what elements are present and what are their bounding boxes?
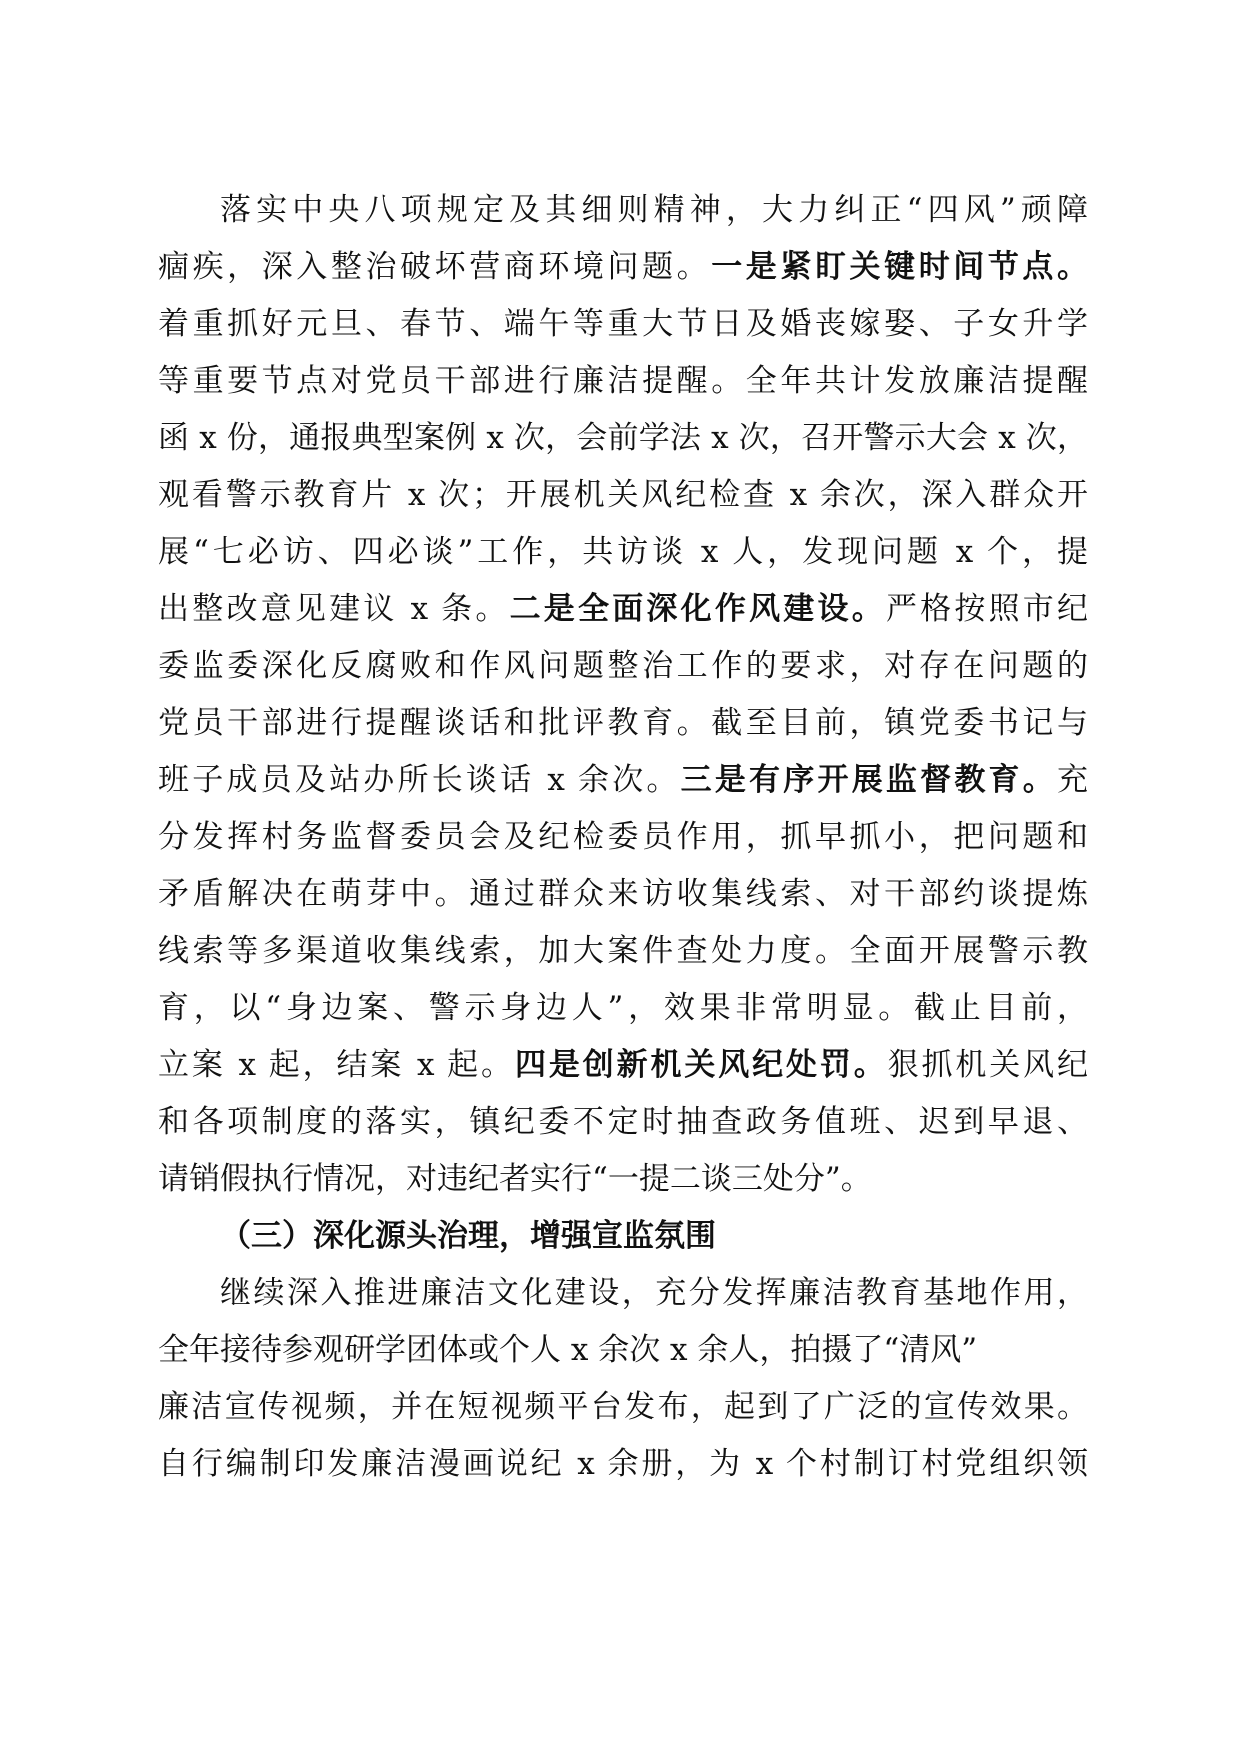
- line-text: 观看警示教育片 x 次；开展机关风纪检查 x 余次，深入群众开: [158, 477, 1088, 513]
- text-line: [158, 239, 1088, 296]
- text-line: [158, 581, 1088, 638]
- line-text: 等重要节点对党员干部进行廉洁提醒。全年共计发放廉洁提醒: [158, 363, 1088, 399]
- text-line: [158, 467, 1088, 524]
- text-line: [158, 980, 1088, 1037]
- text-line: [158, 866, 1088, 923]
- line-text: 出整改意见建议 x 条。: [158, 591, 510, 627]
- text-line: [158, 1379, 1088, 1436]
- line-text: 班子成员及站办所长谈话 x 余次。: [158, 762, 681, 798]
- line-text: 落实中央八项规定及其细则精神，大力纠正“四风”顽障: [220, 192, 1088, 228]
- text-line: [158, 809, 1088, 866]
- line-text: 痼疾，深入整治破坏营商环境问题。: [158, 249, 712, 285]
- text-line: [158, 695, 1088, 752]
- text-line: [158, 1037, 1088, 1094]
- text-line: [158, 1094, 1088, 1151]
- line-text: 育，以“身边案、警示身边人”，效果非常明显。截止目前，: [158, 990, 1088, 1026]
- text-line: [158, 524, 1088, 581]
- text-line: [158, 923, 1088, 980]
- text-line: [158, 1436, 1088, 1493]
- text-line: [158, 752, 1088, 809]
- text-line: [158, 296, 1088, 353]
- bold-subheading: 一是紧盯关键时间节点。: [711, 249, 1089, 285]
- bold-subheading: 二是全面深化作风建设。: [509, 591, 886, 627]
- bold-subheading: 三是有序开展监督教育。: [680, 762, 1057, 798]
- line-text: 严格按照市纪: [885, 591, 1089, 627]
- line-text: 矛盾解决在萌芽中。通过群众来访收集线索、对干部约谈提炼: [158, 876, 1088, 912]
- line-text: 党员干部进行提醒谈话和批评教育。截至目前，镇党委书记与: [158, 705, 1088, 741]
- line-text: 自行编制印发廉洁漫画说纪 x 余册，为 x 个村制订村党组织领: [158, 1446, 1088, 1482]
- line-text: 充: [1057, 762, 1088, 798]
- line-text: 分发挥村务监督委员会及纪检委员作用，抓早抓小，把问题和: [158, 819, 1088, 855]
- line-text: 展“七必访、四必谈”工作，共访谈 x 人，发现问题 x 个，提: [158, 534, 1088, 570]
- line-text: 立案 x 起，结案 x 起。: [158, 1047, 515, 1083]
- text-line: [158, 1265, 1088, 1322]
- line-text: 廉洁宣传视频，并在短视频平台发布，起到了广泛的宣传效果。: [158, 1389, 1088, 1425]
- line-text: 着重抓好元旦、春节、端午等重大节日及婚丧嫁娶、子女升学: [158, 306, 1088, 342]
- line-text: 请销假执行情况，对违纪者实行“一提二谈三处分”。: [158, 1161, 872, 1197]
- section-heading-text: （三）深化源头治理，增强宣监氛围: [220, 1218, 716, 1254]
- line-text: 线索等多渠道收集线索，加大案件查处力度。全面开展警示教: [158, 933, 1088, 969]
- text-line: [158, 638, 1088, 695]
- text-line: [158, 1322, 995, 1379]
- line-text: 继续深入推进廉洁文化建设，充分发挥廉洁教育基地作用，: [220, 1275, 1088, 1311]
- line-text: 委监委深化反腐败和作风问题整治工作的要求，对存在问题的: [158, 648, 1088, 684]
- text-line: [158, 410, 1088, 467]
- line-text: 狠抓机关风纪: [887, 1047, 1089, 1083]
- section-heading: [158, 1208, 1088, 1265]
- line-text: 和各项制度的落实，镇纪委不定时抽查政务值班、迟到早退、: [158, 1104, 1088, 1140]
- bold-subheading: 四是创新机关风纪处罚。: [514, 1047, 888, 1083]
- text-line: [158, 182, 1088, 239]
- body-text: [158, 182, 1088, 1493]
- line-text: 全年接待参观研学团体或个人 x 余次 x 余人，拍摄了“清风”: [158, 1332, 978, 1368]
- text-line: [158, 1151, 1088, 1208]
- line-text: 函 x 份，通报典型案例 x 次，会前学法 x 次，召开警示大会 x 次，: [158, 420, 1088, 456]
- text-line: [158, 353, 1088, 410]
